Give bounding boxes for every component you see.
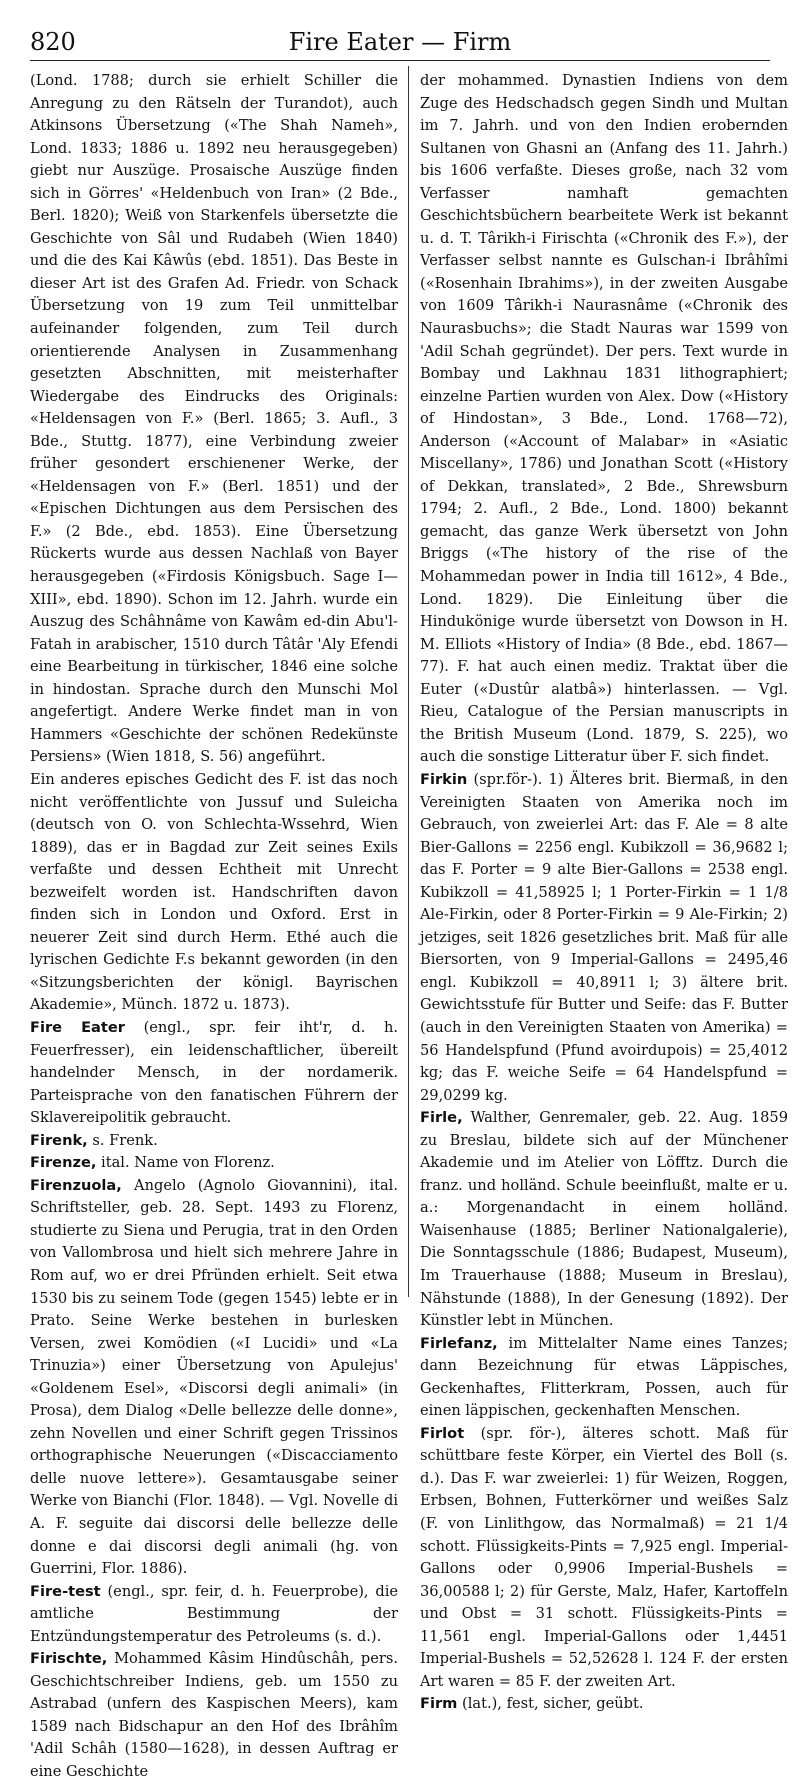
entry-headword: Firlefanz, <box>420 1334 498 1352</box>
entry-text: Walther, Genremaler, geb. 22. Aug. 1859 zu Breslau, bildete sich auf der Münchener Akademie und im Atelier von Löfftz. Durch die franz. und holländ. Schule beeinflußt, malte er u. a.: Morgenandacht in einem holländ. Waisenhause (1885; Berliner Nationalgalerie), Die Sonntagsschule (1886; Budapest, Museum), Im Trauerhause (1888; Museum in Breslau), Nähstunde (1888), In der Genesung (1892). Der Künstler lebt in München. <box>420 1109 788 1330</box>
left-column <box>30 70 398 1781</box>
entry-firenze <box>30 1152 398 1175</box>
entry-headword: Firenze, <box>30 1154 97 1172</box>
entry-firlot <box>420 1423 788 1694</box>
entry-headword: Firkin <box>420 770 468 788</box>
entry-text: Ein anderes episches Gedicht des F. ist das noch nicht veröffentlichte von Jussuf und Suleicha (deutsch von O. von Schlechta-Wssehrd, Wien 1889), das er in Bagdad zur Zeit seines Exils verfaßte und dessen Echtheit mit Unrecht bezweifelt worden ist. Handschriften davon finden sich in London und Oxford. Erst in neuerer Zeit sind durch Herm. Ethé auch die lyrischen Gedichte F.s bekannt geworden (in den «Sitzungsberichten der königl. Bayrischen Akademie», Münch. 1872 u. 1873). <box>30 770 398 1014</box>
header-rule <box>30 60 770 61</box>
column-divider <box>408 66 409 1297</box>
entry-headword: Firenk, <box>30 1131 88 1149</box>
entry-headword: Firenzuola, <box>30 1176 122 1194</box>
page-number: 820 <box>30 28 76 56</box>
entry-text: der mohammed. Dynastien Indiens von dem Zuge des Hedschadsch gegen Sindh und Multan im 7. Jahrh. und von den Indien erobernden Sultanen von Ghasni an (Anfang des 11. Jahrh.) bis 1606 verfaßte. Dieses große, nach 32 vom Verfasser namhaft gemachten Geschichtsbüchern bearbeitete Werk ist bekannt u. d. T. Târikh-i Firischta («Chronik des F.»), der Verfasser selbst nannte es Gulschan-i Ibrâhîmi («Rosenhain Ibrahims»), in der zweiten Ausgabe von 1609 Târikh-i Naurasnâme («Chronik des Naurasbuchs»; die Stadt Nauras war 1599 von 'Adil Schah gegründet). Der pers. Text wurde in Bombay und Lakhnau 1831 lithographiert; einzelne Partien wurden von Alex. Dow («History of Hindostan», 3 Bde., Lond. 1768—72), Anderson («Account of Malabar» in «Asiatic Miscellany», 1786) und Jonathan Scott («History of Dekkan, translated», 2 Bde., Shrewsburn 1794; 2. Aufl., 2 Bde., Lond. 1800) bekannt gemacht, das ganze Werk übersetzt von John Briggs («The history of the rise of the Mohammedan power in India till 1612», 4 Bde., Lond. 1829). Die Einleitung über die Hindukönige wurde übersetzt von Dowson in H. M. Elliots «History of India» (8 Bde., ebd. 1867—77). F. hat auch einen mediz. Traktat über die Euter («Dustûr alatbâ») hinterlassen. — Vgl. Rieu, Catalogue of the Persian manuscripts in the British Museum (Lond. 1879, S. 225), wo auch die sonstige Litteratur über F. sich findet. <box>420 72 788 766</box>
entry-text: ital. Name von Florenz. <box>96 1154 275 1172</box>
entry-headword: Firlot <box>420 1424 465 1442</box>
entry-text: (engl., spr. feir, d. h. Feuerprobe), die amtliche Bestimmung der Entzündungstemperatur des Petroleums (s. d.). <box>30 1582 398 1645</box>
entry-text: (spr.för-). 1) Älteres brit. Biermaß, in den Vereinigten Staaten von Amerika noch im Gebrauch, von zweierlei Art: das F. Ale = 8 alte Bier-Gallons = 2256 engl. Kubikzoll = 36,9682 l; das F. Porter = 9 alte Bier-Gallons = 2538 engl. Kubikzoll = 41,58925 l; 1 Porter-Firkin = 1 1/8 Ale-Firkin, oder 8 Porter-Firkin = 9 Ale-Firkin; 2) jetziges, seit 1826 gesetzliches brit. Maß für alle Biersorten, von 9 Imperial-Gallons = 2495,46 engl. Kubikzoll = 40,8911 l; 3) ältere brit. Gewichtsstufe für Butter und Seife: das F. Butter (auch in den Vereinigten Staaten von Amerika) = 56 Handelspfund (Pfund avoirdupois) = 25,4012 kg; das F. weiche Seife = 64 Handelspfund = 29,0299 kg. <box>420 770 788 1104</box>
entry-continuation <box>420 70 788 769</box>
entry-text: (engl., spr. feir iht'r, d. h. Feuerfresser), ein leidenschaftlicher, übereilt handelnder Mensch, in der nordamerik. Parteisprache von den fanatischen Führern der Sklavereipolitik gebraucht. <box>30 1018 398 1127</box>
page-title: Fire Eater — Firm <box>288 28 512 56</box>
entry-text: Angelo (Agnolo Giovannini), ital. Schriftsteller, geb. 28. Sept. 1493 zu Florenz, studierte zu Siena und Perugia, trat in den Orden von Vallombrosa und hielt sich mehrere Jahre in Rom auf, wo er drei Pfründen erhielt. Seit etwa 1530 bis zu seinem Tode (gegen 1545) lebte er in Prato. Seine Werke bestehen in burlesken Versen, zwei Komödien («I Lucidi» und «La Trinuzia») einer Übersetzung von Apulejus' «Goldenem Esel», «Discorsi degli animali» (in Prosa), dem Dialog «Delle bellezze delle donne», zehn Novellen und einer Schrift gegen Trissinos orthographische Neuerungen («Discacciamento delle nuove lettere»). Gesamtausgabe seiner Werke von Bianchi (Flor. 1848). — Vgl. Novelle di A. F. seguite dai discorsi delle bellezze delle donne e dai discorsi degli animali (hg. von Guerrini, Flor. 1886). <box>30 1176 398 1578</box>
entry-firenk <box>30 1130 398 1153</box>
entry-firlefanz <box>420 1333 788 1423</box>
entry-text: s. Frenk. <box>87 1131 158 1149</box>
entry-headword: Firischte, <box>30 1650 108 1668</box>
entry-paragraph <box>30 769 398 1017</box>
entry-firenzuola <box>30 1175 398 1581</box>
entry-firm <box>420 1693 788 1716</box>
entry-firischte <box>30 1648 398 1783</box>
entry-text: Mohammed Kâsim Hindûschâh, pers. Geschichtschreiber Indiens, geb. um 1550 zu Astrabad (unfern des Kaspischen Meers), kam 1589 nach Bidschapur an den Hof des Ibrâhîm 'Adil Schâh (1580—1628), in dessen Auftrag er eine Geschichte <box>30 1650 398 1781</box>
entry-headword: Firm <box>420 1695 458 1713</box>
page-header <box>30 16 770 60</box>
entry-headword: Fire Eater <box>30 1018 125 1036</box>
entry-firkin <box>420 769 788 1107</box>
entry-continuation <box>30 70 398 769</box>
entry-fire-test <box>30 1581 398 1649</box>
entry-headword: Firle, <box>420 1109 463 1127</box>
entry-headword: Fire-test <box>30 1582 101 1600</box>
entry-text: im Mittelalter Name eines Tanzes; dann Bezeichnung für etwas Läppisches, Geckenhaftes, Flitterkram, Possen, auch für einen läppischen, geckenhaften Menschen. <box>420 1334 788 1420</box>
right-column <box>420 70 788 1713</box>
entry-text: (Lond. 1788; durch sie erhielt Schiller die Anregung zu den Rätseln der Turandot), auch Atkinsons Übersetzung («The Shah Nameh», Lond. 1833; 1886 u. 1892 neu herausgegeben) giebt nur Auszüge. Prosaische Auszüge finden sich in Görres' «Heldenbuch von Iran» (2 Bde., Berl. 1820); Weiß von Starkenfels übersetzte die Geschichte von Sâl und Rudabeh (Wien 1840) und die des Kai Kâwûs (ebd. 1851). Das Beste in dieser Art ist des Grafen Ad. Friedr. von Schack Übersetzung von 19 zum Teil unmittelbar aufeinander folgenden, zum Teil durch orientierende Analysen in Zusammenhang gesetzten Abschnitten, mit meisterhafter Wiedergabe des Eindrucks des Originals: «Heldensagen von F.» (Berl. 1865; 3. Aufl., 3 Bde., Stuttg. 1877), eine Verbindung zweier früher gesondert erschienener Werke, der «Heldensagen von F.» (Berl. 1851) und der «Epischen Dichtungen aus dem Persischen des F.» (2 Bde., ebd. 1853). Eine Übersetzung Rückerts wurde aus dessen Nachlaß von Bayer herausgegeben («Firdosis Königsbuch. Sage I—XIII», ebd. 1890). Schon im 12. Jahrh. wurde ein Auszug des Schâhnâme von Kawâm ed-din Abu'l-Fatah in arabischer, 1510 durch Tâtâr 'Aly Efendi eine Bearbeitung in türkischer, 1846 eine solche in hindostan. Sprache durch den Munschi Mol angefertigt. Andere Werke findet man in von Hammers «Geschichte der schönen Redekünste Persiens» (Wien 1818, S. 56) angeführt. <box>30 72 398 766</box>
entry-text: (spr. för-), älteres schott. Maß für schüttbare feste Körper, ein Viertel des Boll (s. d.). Das F. war zweierlei: 1) für Weizen, Roggen, Erbsen, Bohnen, Futterkörner und weißes Salz (F. von Linlithgow, das Normalmaß) = 21 1/4 schott. Flüssigkeits-Pints = 7,925 engl. Imperial-Gallons oder 0,9906 Imperial-Bushels = 36,00588 l; 2) für Gerste, Malz, Hafer, Kartoffeln und Obst = 31 schott. Flüssigkeits-Pints = 11,561 engl. Imperial-Gallons oder 1,4451 Imperial-Bushels = 52,52628 l. 124 F. der ersten Art waren = 85 F. der zweiten Art. <box>420 1424 788 1690</box>
entry-firle <box>420 1107 788 1332</box>
entry-text: (lat.), fest, sicher, geübt. <box>457 1695 644 1713</box>
entry-fire-eater <box>30 1017 398 1130</box>
